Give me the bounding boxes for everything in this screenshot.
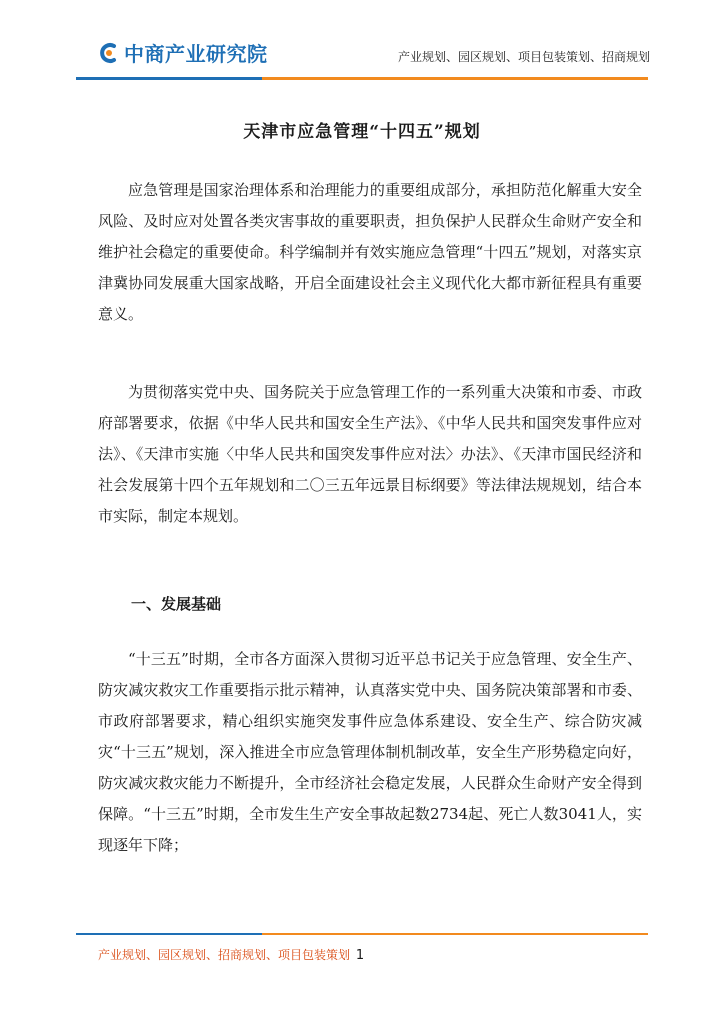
footer-rule-orange [262,933,648,935]
page-number: 1 [355,948,365,963]
header-rule-blue [76,77,262,80]
footer-rule-blue [76,933,262,935]
section-heading: 一、发展基础 [131,595,222,613]
brand-name: 中商产业研究院 [124,42,268,66]
footer-text: 产业规划、园区规划、招商规划、项目包装策划 [98,948,351,962]
header-tagline: 产业规划、园区规划、项目包装策划、招商规划 [397,50,650,64]
document-title: 天津市应急管理“十四五”规划 [243,122,481,142]
brand-logo[interactable] [98,38,268,67]
intro-paragraph-2: 为贯彻落实党中央、国务院关于应急管理工作的一系列重大决策和市委、市政府部署要求，依据《中华人民共和国安全生产法》、《中华人民共和国突发事件应对法》、《天津市实施〈中华人民共和国突发事件应对法〉办法》、《天津市国民经济和社会发展第十四个五年规划和二〇三五年远景目标纲要》等法律法规规划，结合本市实际，制定本规划。 [98,383,642,525]
header-rule-orange [262,77,648,80]
intro-paragraph-1: 应急管理是国家治理体系和治理能力的重要组成部分，承担防范化解重大安全风险、及时应对处置各类灾害事故的重要职责，担负保护人民群众生命财产安全和维护社会稳定的重要使命。科学编制并有效实施应急管理“十四五”规划，对落实京津冀协同发展重大国家战略，开启全面建设社会主义现代化大都市新征程具有重要意义。 [98,181,642,323]
section-paragraph: “十三五”时期，全市各方面深入贯彻习近平总书记关于应急管理、安全生产、防灾减灾救灾工作重要指示批示精神，认真落实党中央、国务院决策部署和市委、市政府部署要求，精心组织实施突发事件应急体系建设、安全生产、综合防灾减灾“十三五”规划，深入推进全市应急管理体制机制改革，安全生产形势稳定向好，防灾减灾救灾能力不断提升，全市经济社会稳定发展，人民群众生命财产安全得到保障。“十三五”时期，全市发生生产安全事故起数2734起、死亡人数3041人，实现逐年下降； [98,650,642,854]
footer-line [98,946,364,963]
brand-logo-icon [98,42,120,64]
